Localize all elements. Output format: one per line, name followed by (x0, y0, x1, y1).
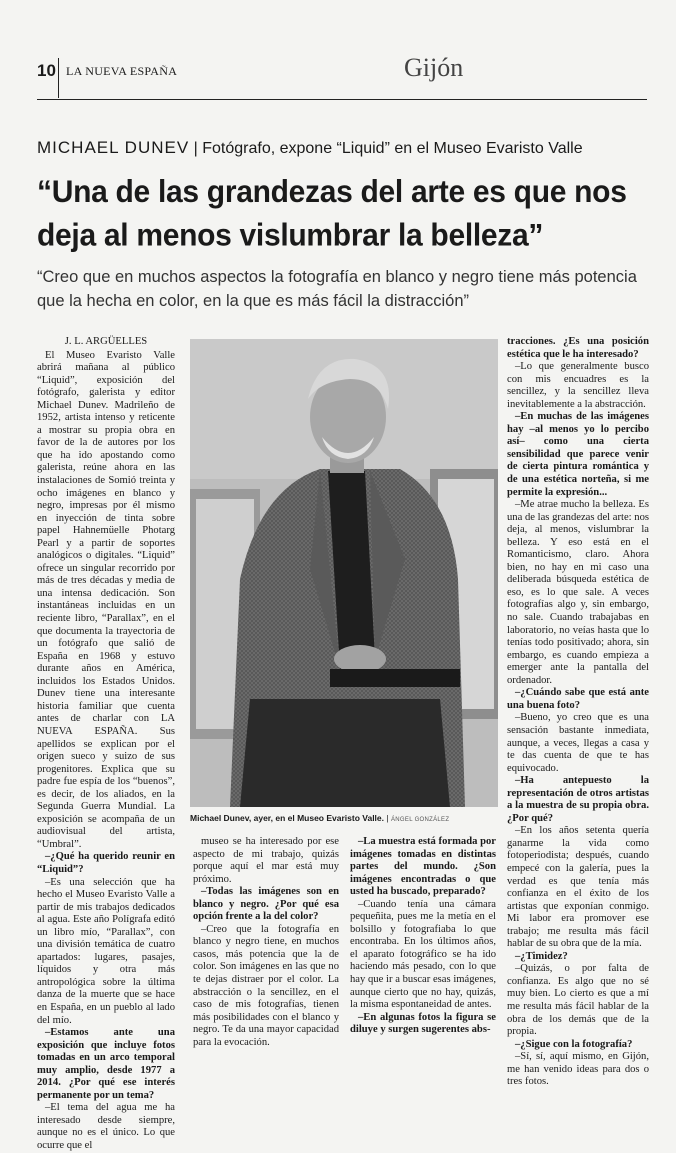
section-title: Gijón (404, 53, 464, 82)
article-paragraph: –Cuando tenía una cámara pequeñita, pues me la metía en el bolsillo y fotografiaba lo que encontraba. En los últimos años, el aparato fotográfico se ha ido haciendo más pesado, con lo que hay que ir a buscar esas imágenes, aunque cierto que no hay, quizás, la misma espontaneidad de antes. (350, 898, 496, 1011)
article-paragraph: –Bueno, yo creo que es una sensación bastante inmediata, aunque, a veces, llegas a casa y te das cuenta de que te has equivocado. (507, 712, 649, 774)
interview-question: –¿Cuándo sabe que está ante una buena foto? (507, 687, 649, 711)
article-paragraph: –Lo que generalmente busco con mis encuadres es la sencillez, y la sencillez lleva inevitablemente a la abstracción. (507, 361, 649, 410)
interview-question: –¿Timidez? (515, 950, 568, 962)
article-paragraph: –Es una selección que ha hecho el Museo Evaristo Valle a partir de mis trabajos dedicados al agua. Este año Polígrafa editó un libro mío, “Parallax”, con una división temática de cuatro apartados: lugares, pasajes, líquidos y otra más antropológica sobre la última danza de la muerte que se hace en España, en un pueblo al lado del mío. (37, 876, 175, 1026)
interview-question: –La muestra está formada por imágenes tomadas en distintas partes del mundo. ¿Son imágenes encontradas o que usted ha buscado, preparado? (350, 836, 496, 898)
caption-text: Michael Dunev, ayer, en el Museo Evaristo Valle. (190, 813, 385, 823)
newspaper-name: LA NUEVA ESPAÑA (66, 64, 178, 78)
interviewee-description: Fotógrafo, expone “Liquid” en el Museo Evaristo Valle (202, 140, 583, 157)
article-column-4 (507, 336, 649, 1089)
header-divider (58, 58, 59, 98)
interview-question: –¿Qué ha querido reunir en “Liquid”? (37, 851, 175, 875)
page-number: 10 (37, 61, 56, 80)
subheadline: “Creo que en muchos aspectos la fotografía en blanco y negro tiene más potencia que la hecha en color, en la que es más fácil la distracción” (37, 268, 637, 310)
byline: J. L. ARGÜELLES (64, 336, 148, 347)
kicker (37, 138, 583, 158)
interview-question: –En algunas fotos la figura se diluye y surgen sugerentes abs- (350, 1011, 496, 1036)
headline: “Una de las grandezas del arte es que nos deja al menos vislumbrar la belleza” (37, 174, 627, 253)
column-1-text (37, 350, 175, 1153)
article-paragraph: museo se ha interesado por ese aspecto de mi trabajo, quizás porque aquí el mar está muy próximo. (193, 836, 339, 885)
interview-question: –Ha antepuesto la representación de otros artistas a la muestra de su propia obra. ¿Por qué? (507, 775, 649, 824)
photo-credit: ÁNGEL GONZÁLEZ (390, 817, 450, 823)
article-paragraph: –El tema del agua me ha interesado desde siempre, aunque no es el único. Lo que ocurre que el (37, 1102, 175, 1151)
article-paragraph: El Museo Evaristo Valle abrirá mañana al público “Liquid”, exposición del fotógrafo, galerista y editor Michael Dunev. Madrileño de 1952, artista intenso y reticente a mostrar su propia obra en favor de la de autores por los que ha ido apostando como galerista, reúne ahora en las instalaciones de Somió treinta y ocho imágenes en blanco y negro, impresas por él mismo en inyección de tinta sobre papel Hahnemüelle Photarg Pearl y a partir de soportes analógicos o digitales. “Liquid” ofrece un singular recorrido por más de tres décadas y media de una intensa dedicación. Son instantáneas incluidas en un reciente libro, “Parallax”, en el que documenta la trayectoria de un fotógrafo que salió de España en 1968 y estuvo durante años en América, incluidos los Estados Unidos. Dunev tiene una interesante historia familiar que cuenta antes de charlar con LA NUEVA ESPAÑA. Sus apellidos se explican por el origen sueco y suizo de sus progenitores. Explica que su padre fue espía de los “buenos”, es decir, de los aliados, en la Segunda Guerra Mundial. La exposición se acompaña de un audiovisual del artista, “Umbral”. (37, 349, 175, 850)
photo-caption (190, 813, 498, 823)
article-paragraph: –En los años setenta quería ganarme la vida como fotoperiodista; después, cuando empecé con la galería, pues la verdad es que tenía más confianza en el éxito de los artistas que exponían conmigo. Mi labor era promover ese trabajo; me resulta más fácil hablar de su obra que de la mía. (507, 825, 649, 950)
interviewee-name: MICHAEL DUNEV (37, 138, 190, 157)
interview-question: –En muchas de las imágenes hay –al menos yo lo percibo así– como una cierta sensibilidad que parece venir de cierta pintura romántica y de una estética norteña, si me permite la expresión... (507, 411, 649, 498)
interview-question: –Estamos ante una exposición que incluye fotos tomadas en un arco temporal muy amplio, desde 1977 a 2014. ¿Por qué ese interés permanente por un tema? (37, 1027, 175, 1101)
portrait-photo (190, 339, 498, 807)
kicker-separator: | (193, 140, 198, 157)
portrait-photo-image (190, 339, 498, 807)
article-column-1 (37, 336, 175, 1153)
article-paragraph: –Me atrae mucho la belleza. Es una de las grandezas del arte: nos deja, al menos, vislumbrar la belleza. Y eso está en el Romanticismo, claro. Ahora bien, no hay en mi caso una deliberada búsqueda estética de eso, es lo que sale. A veces fotografías algo y, sin embargo, no sale. Cuando trabajabas en laboratorio, no veías hasta que lo tenías todo positivado; ahora, sin embargo, es cuando empieza a emerger ante la pantalla del ordenador. (507, 499, 649, 686)
article-paragraph: –Creo que la fotografía en blanco y negro tiene, en muchos casos, más potencia que la de color. Son imágenes en las que no te dejas distraer por el color. La abstracción o la sencillez, en el caso de mis fotografías, tienen más posibilidades con el blanco y negro. Te da una mayor capacidad para la evocación. (193, 923, 339, 1048)
article-column-3 (350, 836, 496, 1037)
interview-question: –¿Sigue con la fotografía? (515, 1038, 633, 1050)
interview-question: –Todas las imágenes son en blanco y negro. ¿Por qué esa opción frente a la del color? (193, 886, 339, 923)
header-rule (37, 99, 647, 100)
article-paragraph: –Quizás, o por falta de confianza. Es algo que no sé muy bien. Lo cierto es que a mí me resulta más fácil hablar de la obra de los demás que de la propia. (507, 963, 649, 1038)
interview-question: tracciones. ¿Es una posición estética que le ha interesado? (507, 336, 649, 360)
caption-separator: | (386, 813, 389, 823)
article-column-2 (193, 836, 339, 1049)
article-paragraph: –Sí, sí, aquí mismo, en Gijón, me han venido ideas para dos o tres fotos. (507, 1051, 649, 1088)
